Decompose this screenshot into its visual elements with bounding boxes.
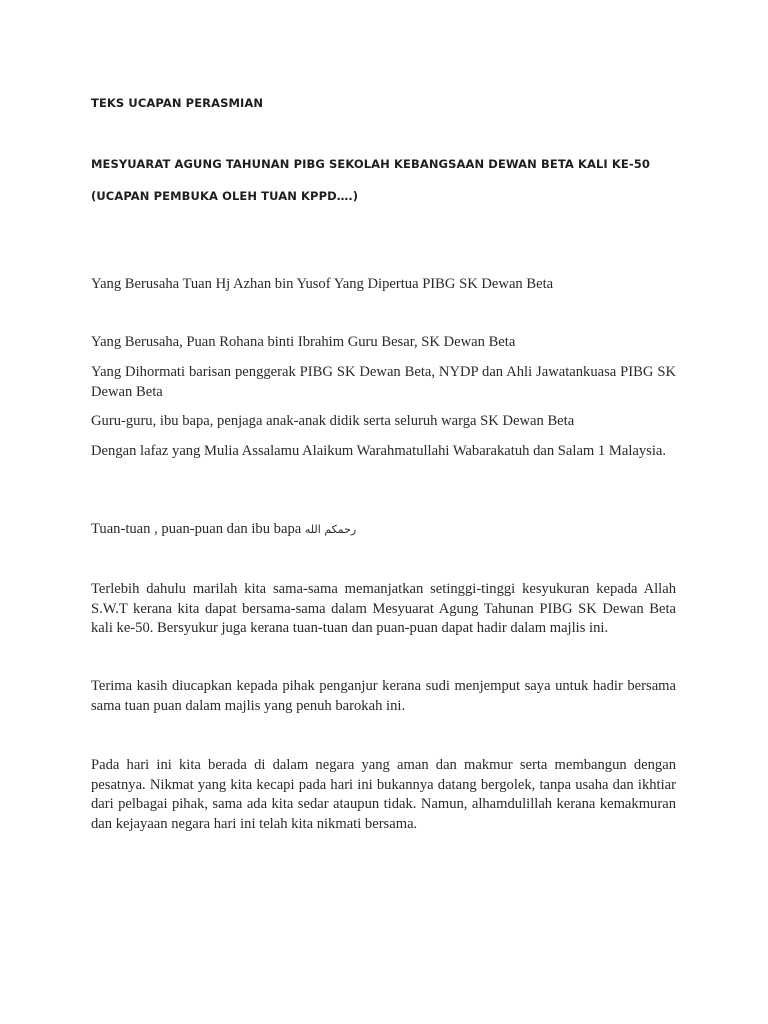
speaker-subtitle: (UCAPAN PEMBUKA OLEH TUAN KPPD….) (91, 189, 359, 203)
body-paragraph: Terlebih dahulu marilah kita sama-sama memanjatkan setinggi-tinggi kesyukuran kepada Allah S.W.T kerana kita dapat bersama-sama dalam Mesyuarat Agung Tahunan PIBG SK Dewan Beta kali ke-50. Bersyukur juga kerana tuan-tuan dan puan-puan dapat hadir dalam majlis ini. (91, 581, 676, 636)
address-arabic-text: رحمكم الله (304, 523, 357, 536)
body-paragraph: Terima kasih diucapkan kepada pihak penganjur kerana sudi menjemput saya untuk hadir bersama sama tuan puan dalam majlis yang penuh barokah ini. (91, 678, 676, 714)
salutation-line: Yang Berusaha Tuan Hj Azhan bin Yusof Yang Dipertua PIBG SK Dewan Beta (91, 276, 554, 292)
salutation-line: Yang Berusaha, Puan Rohana binti Ibrahim Guru Besar, SK Dewan Beta (91, 334, 516, 350)
greeting-paragraph: Dengan lafaz yang Mulia Assalamu Alaikum Warahmatullahi Wabarakatuh dan Salam 1 Malaysia. (91, 443, 667, 459)
address-line (91, 520, 676, 540)
document-title: TEKS UCAPAN PERASMIAN (91, 96, 264, 110)
event-title: MESYUARAT AGUNG TAHUNAN PIBG SEKOLAH KEBANGSAAN DEWAN BETA KALI KE-50 (91, 157, 650, 171)
address-text: Tuan-tuan , puan-puan dan ibu bapa (91, 521, 302, 537)
body-paragraph: Pada hari ini kita berada di dalam negara yang aman dan makmur serta membangun dengan pesatnya. Nikmat yang kita kecapi pada hari ini bukannya datang bergolek, tanpa usaha dan ikhtiar dari pelbagai pihak, sama ada kita sedar ataupun tidak. Namun, alhamdulillah kerana kemakmuran dan kejayaan negara hari ini telah kita nikmati bersama. (91, 757, 676, 832)
salutation-line: Yang Dihormati barisan penggerak PIBG SK Dewan Beta, NYDP dan Ahli Jawatankuasa PIBG SK Dewan Beta (91, 364, 676, 400)
salutation-line: Guru-guru, ibu bapa, penjaga anak-anak didik serta seluruh warga SK Dewan Beta (91, 413, 575, 429)
